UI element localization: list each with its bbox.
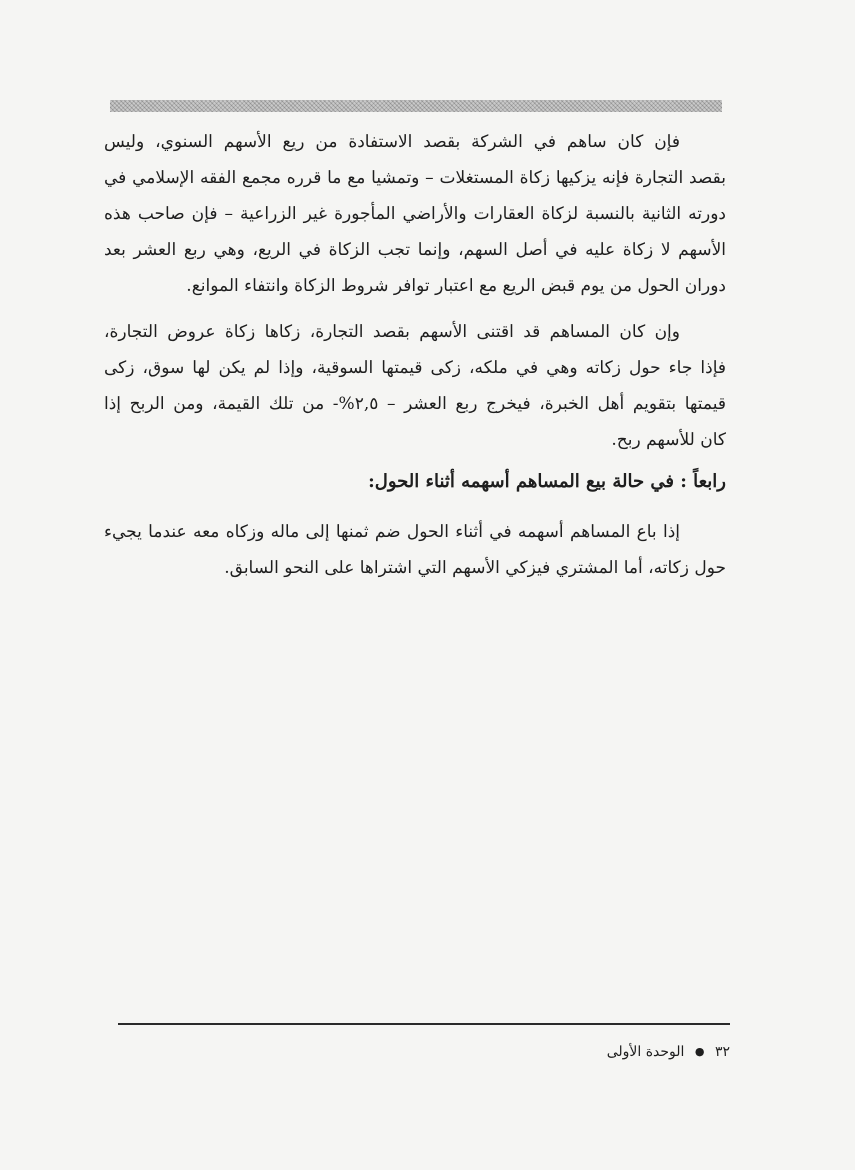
- text-line: إذا باع المساهم أسهمه في أثناء الحول ضم ثمنها إلى ماله وزكاه معه عندما يجيء: [104, 522, 680, 542]
- main-content: [104, 124, 726, 586]
- section-heading: رابعاً : في حالة بيع المساهم أسهمه أثناء الحول:: [368, 471, 726, 492]
- text-line: وإن كان المساهم قد اقتنى الأسهم بقصد التجارة، زكاها زكاة عروض التجارة،: [104, 322, 680, 342]
- paragraph-spacer: [104, 304, 726, 314]
- text-line: دورته الثانية بالنسبة لزكاة العقارات والأراضي المأجورة غير الزراعية – فإن صاحب هذه: [104, 204, 726, 224]
- text-line: دوران الحول من يوم قبض الريع مع اعتبار توافر شروط الزكاة وانتفاء الموانع.: [186, 276, 726, 296]
- text-line: حول زكاته، أما المشتري فيزكي الأسهم التي اشتراها على النحو السابق.: [224, 558, 726, 578]
- text-line: كان للأسهم ربح.: [611, 430, 726, 450]
- page-number: ٣٢: [714, 1044, 730, 1060]
- paragraph-share-income: [104, 124, 726, 304]
- text-line: فإذا جاء حول زكاته وهي في ملكه، زكى قيمتها السوقية، وإذا لم يكن لها سوق، زكى: [104, 358, 726, 378]
- text-line: الأسهم لا زكاة عليه في أصل السهم، وإنما تجب الزكاة في الريع، وهي ربع العشر بعد: [104, 240, 726, 260]
- paragraph-share-trade: [104, 314, 726, 458]
- text-line: قيمتها بتقويم أهل الخبرة، فيخرج ربع العشر – ٢,٥%- من تلك القيمة، ومن الربح إذا: [104, 394, 726, 414]
- bullet-icon: ●: [694, 1045, 705, 1058]
- text-line: بقصد التجارة فإنه يزكيها زكاة المستغلات – وتمشيا مع ما قرره مجمع الفقه الإسلامي في: [104, 168, 726, 188]
- footer-divider: [118, 1023, 730, 1025]
- header-decorative-band: [110, 100, 722, 112]
- page-footer: [450, 1042, 730, 1062]
- text-line: فإن كان ساهم في الشركة بقصد الاستفادة من ريع الأسهم السنوي، وليس: [104, 132, 680, 152]
- unit-title: الوحدة الأولى: [606, 1044, 685, 1060]
- paragraph-sale-during-year: [104, 514, 726, 586]
